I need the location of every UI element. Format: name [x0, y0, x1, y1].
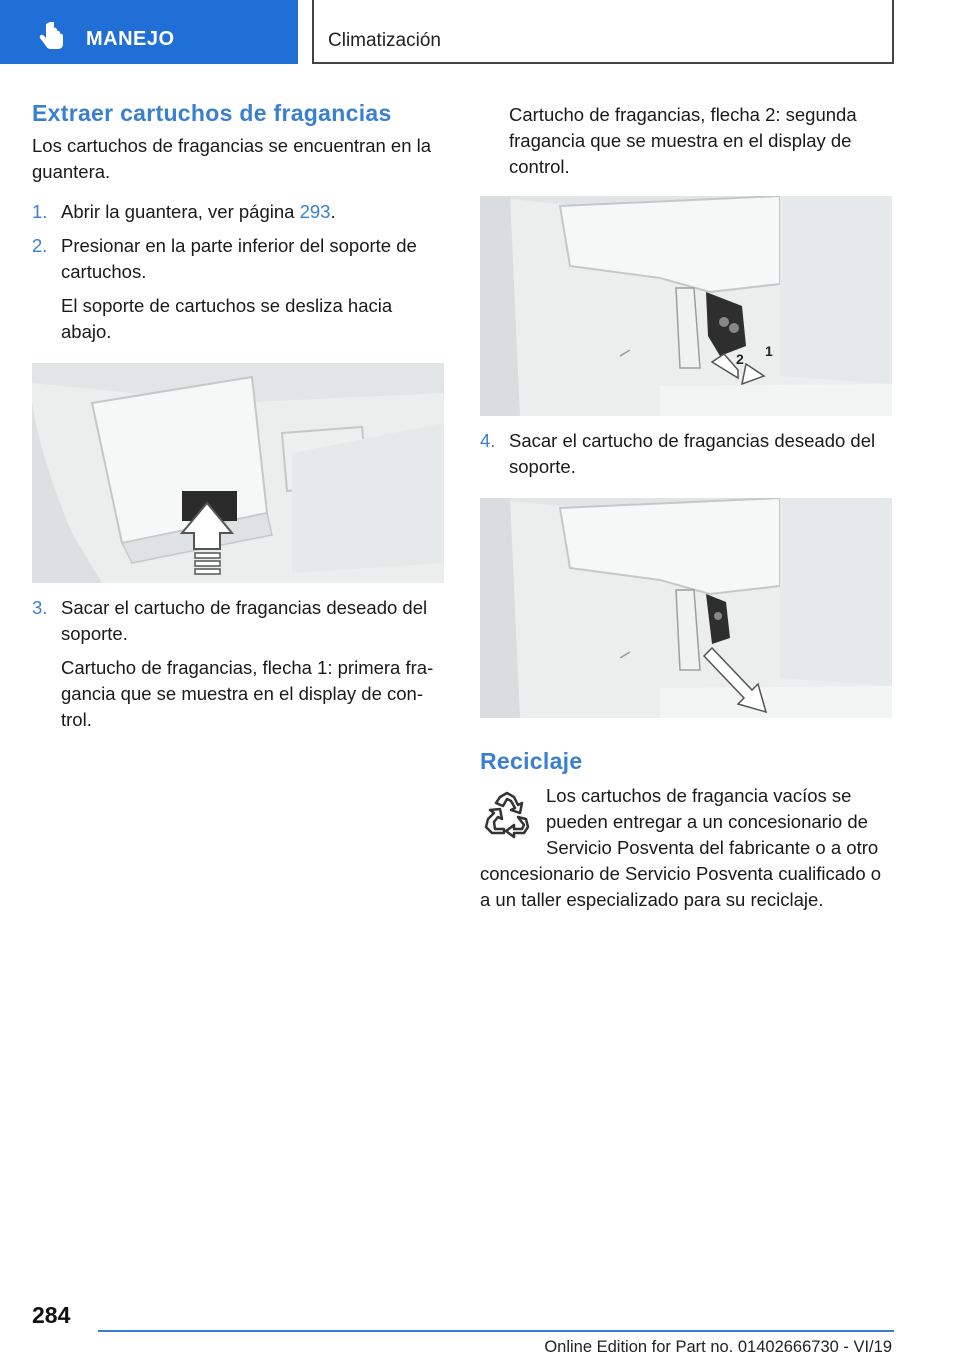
right-column	[480, 100, 892, 913]
footer-divider	[98, 1330, 894, 1332]
section-label: MANEJO	[86, 28, 175, 50]
figure-cartridge-arrows	[480, 196, 892, 416]
recycle-heading: Reciclaje	[480, 748, 583, 774]
arrow-label-1: 1	[765, 343, 773, 359]
step-2: 2. Presionar en la parte inferior del soporte de cartuchos. El soporte de cartuchos se desliza hacia abajo.	[32, 233, 444, 345]
section-tab[interactable]	[0, 0, 298, 64]
recycle-paragraph: Los cartuchos de fragancia vacíos se pueden entregar a un concesionario de Servicio Posventa del fabricante o a otro concesionario de Servicio Posventa cualificado o a un taller especializado para su reciclaje.	[480, 785, 882, 910]
hand-pointer-icon	[38, 22, 68, 52]
section-heading: Extraer cartuchos de fragancias	[32, 100, 392, 126]
step-2-note: El soporte de cartuchos se desliza hacia abajo.	[61, 295, 393, 342]
chapter-title: Climatización	[328, 30, 441, 51]
steps-list-right	[480, 428, 892, 480]
step-3-note: Cartucho de fragancias, flecha 1: primera fragancia que se muestra en el display de control.	[61, 657, 434, 730]
left-column	[32, 100, 444, 733]
figure-remove-cartridge	[480, 498, 892, 718]
steps-list	[32, 199, 444, 345]
recycle-icon	[482, 789, 532, 839]
intro-paragraph: Los cartuchos de fragancias se encuentran en la guantera.	[32, 135, 432, 182]
step-3-continuation: Cartucho de fragancias, flecha 2: segunda fragancia que se muestra en el display de control.	[509, 104, 857, 177]
steps-list-cont	[32, 595, 444, 733]
step-4: 4. Sacar el cartucho de fragancias deseado del soporte.	[480, 430, 876, 477]
page-number: 284	[32, 1302, 71, 1328]
chapter-header	[312, 0, 894, 64]
page-link[interactable]: 293	[299, 201, 331, 222]
arrow-label-2: 2	[736, 351, 744, 367]
step-1: 1. Abrir la guantera, ver página 293.	[32, 201, 336, 222]
edition-text: Online Edition for Part no. 01402666730 - VI/19	[544, 1338, 892, 1356]
figure-push-holder	[32, 363, 444, 583]
step-3: 3. Sacar el cartucho de fragancias deseado del soporte. Cartucho de fragancias, flecha 1: primera fragancia que se muestra en el display de control.	[32, 595, 444, 733]
recycle-block	[480, 783, 892, 913]
